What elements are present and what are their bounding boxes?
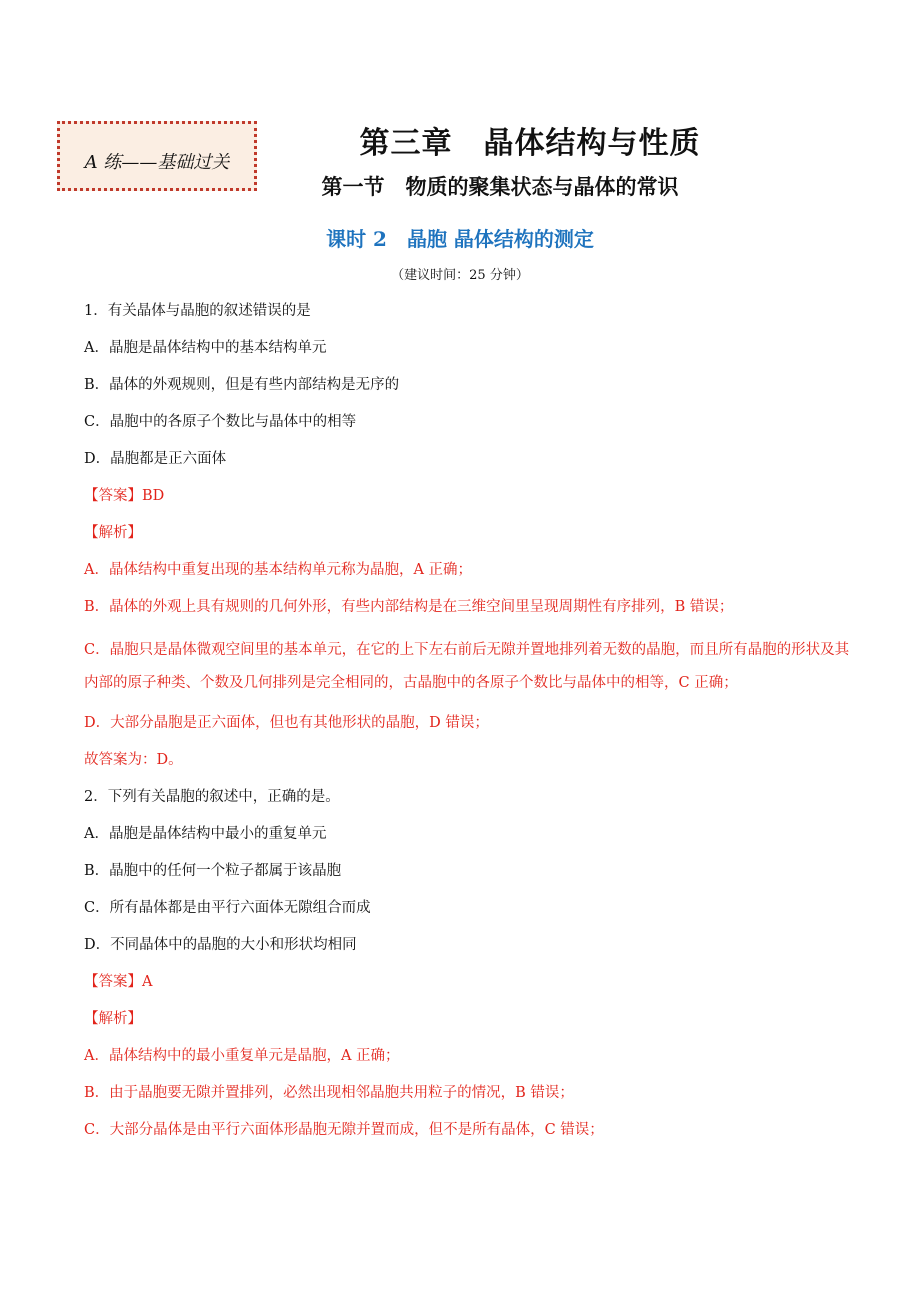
- time-note: （建议时间：25 分钟）: [391, 268, 529, 283]
- analysis-line: C．大部分晶体是由平行六面体形晶胞无隙并置而成，但不是所有晶体，C 错误；: [84, 1122, 604, 1138]
- option-a: A．晶胞是晶体结构中的基本结构单元: [84, 340, 327, 356]
- question-stem: 1．有关晶体与晶胞的叙述错误的是: [84, 303, 311, 319]
- analysis-line: A．晶体结构中重复出现的基本结构单元称为晶胞，A 正确；: [84, 562, 473, 578]
- section-badge: [57, 121, 257, 191]
- analysis-line: B．由于晶胞要无隙并置排列，必然出现相邻晶胞共用粒子的情况，B 错误；: [84, 1085, 574, 1101]
- chapter-title: 第三章 晶体结构与性质: [359, 126, 701, 161]
- answer: 【答案】A: [84, 974, 153, 990]
- analysis-line: B．晶体的外观上具有规则的几何外形，有些内部结构是在三维空间里呈现周期性有序排列，B 错误；: [84, 599, 734, 615]
- option-a: A．晶胞是晶体结构中最小的重复单元: [84, 826, 327, 842]
- analysis-line: D．大部分晶胞是正六面体，但也有其他形状的晶胞，D 错误；: [84, 715, 489, 731]
- option-d: D．晶胞都是正六面体: [84, 451, 227, 467]
- option-c: C．晶胞中的各原子个数比与晶体中的相等: [84, 414, 357, 430]
- option-b: B．晶体的外观规则，但是有些内部结构是无序的: [84, 377, 400, 393]
- analysis-label: 【解析】: [84, 525, 142, 541]
- answer: 【答案】BD: [84, 488, 165, 504]
- question-stem: 2．下列有关晶胞的叙述中，正确的是。: [84, 789, 340, 805]
- analysis-label: 【解析】: [84, 1011, 142, 1027]
- option-c: C．所有晶体都是由平行六面体无隙组合而成: [84, 900, 371, 916]
- analysis-line: A．晶体结构中的最小重复单元是晶胞，A 正确；: [84, 1048, 400, 1064]
- lesson-title: 课时 2 晶胞 晶体结构的测定: [326, 227, 594, 251]
- analysis-line: C．晶胞只是晶体微观空间里的基本单元，在它的上下左右前后无隙并置地排列着无数的晶胞，而且所有晶胞的形状及其内部的原子种类、个数及几何排列是完全相同的，古晶胞中的各原子个数比与晶体中的相等，C 正确；: [84, 642, 850, 691]
- badge-label: A 练——基础过关: [84, 152, 230, 173]
- conclusion: 故答案为：D。: [84, 752, 183, 768]
- section-title: 第一节 物质的聚集状态与晶体的常识: [321, 175, 679, 199]
- option-d: D．不同晶体中的晶胞的大小和形状均相同: [84, 937, 357, 953]
- option-b: B．晶胞中的任何一个粒子都属于该晶胞: [84, 863, 342, 879]
- question-list: [84, 301, 850, 1157]
